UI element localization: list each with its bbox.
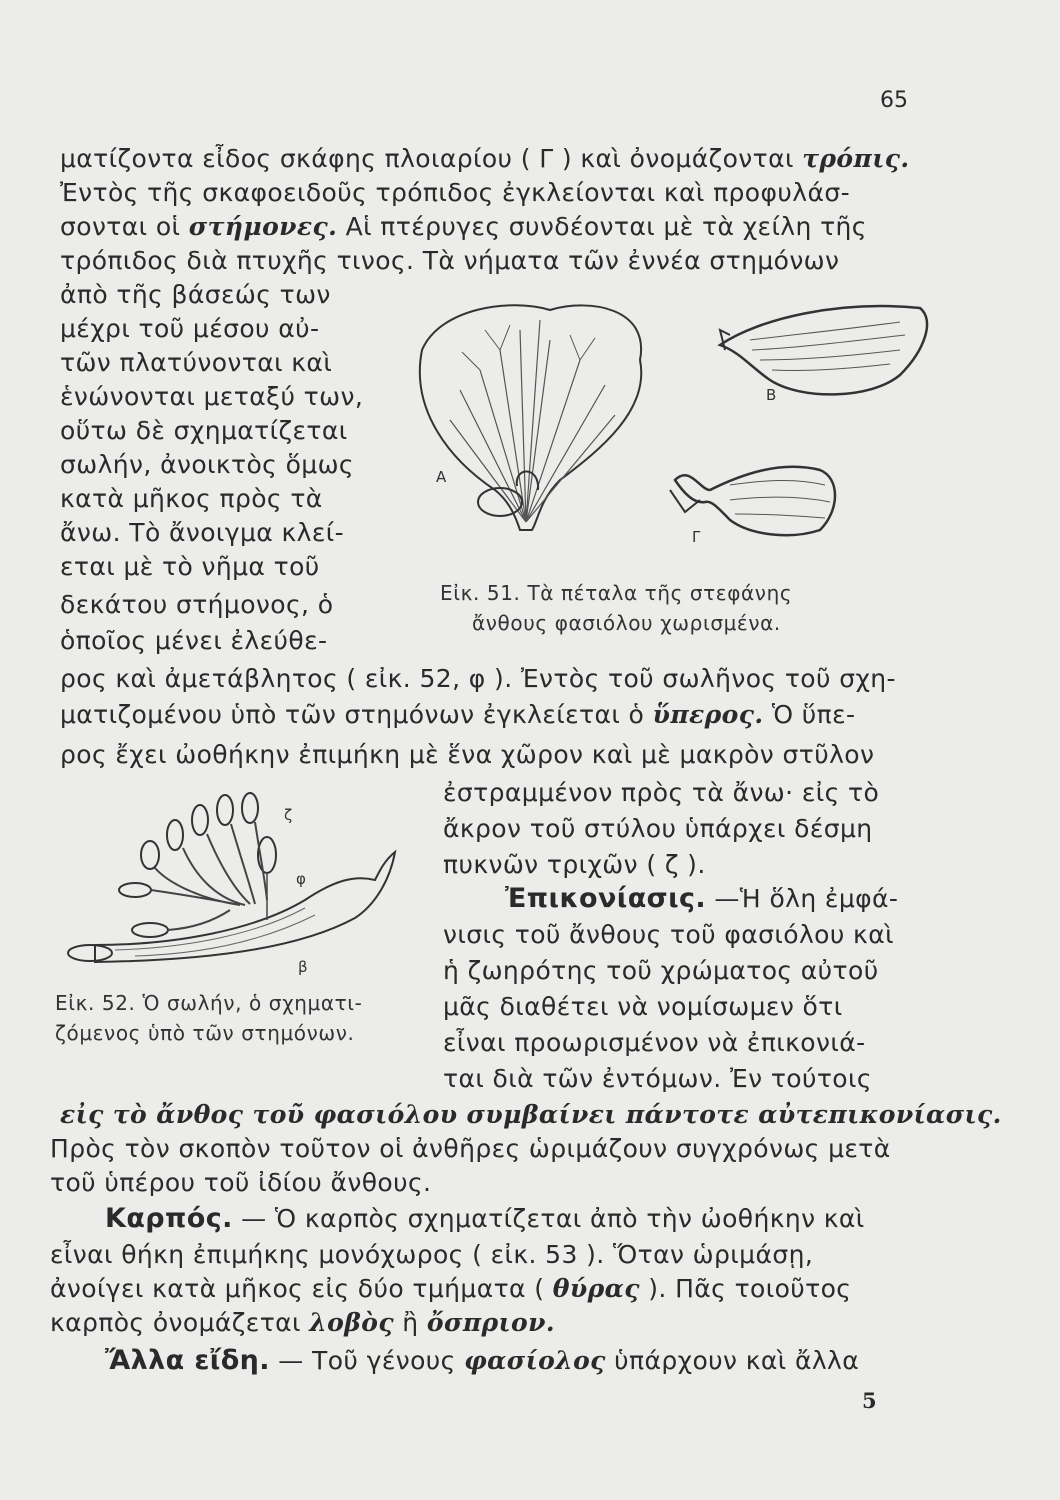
figure-51-petals: [400, 290, 960, 580]
text-line: τῶν πλατύνονται καὶ: [60, 348, 333, 377]
text-line: μέχρι τοῦ μέσου αὐ-: [60, 314, 320, 343]
figure-51-caption: Εἰκ. 51. Τὰ πέταλα τῆς στεφάνης: [440, 581, 793, 605]
figure-label-f: φ: [296, 870, 306, 888]
text-line: ἡ ζωηρότης τοῦ χρώματος αὐτοῦ: [443, 956, 879, 985]
term-stamens: στήμονες.: [188, 212, 338, 241]
term-pistil: ὕπερος.: [652, 700, 764, 729]
text-line: Ἐπικονίασις. —Ἡ ὅλη ἐμφά-: [505, 883, 899, 914]
figure-51-caption-cont: ἄνθους φασιόλου χωρισμένα.: [472, 611, 781, 635]
text-line: σωλήν, ἀνοικτὸς ὅμως: [60, 450, 354, 479]
text-line: ἄνω. Τὸ ἄνοιγμα κλεί-: [60, 518, 345, 547]
text-line: νισις τοῦ ἄνθους τοῦ φασιόλου καὶ: [443, 920, 894, 949]
term-valves: θύρας: [552, 1274, 640, 1303]
text-line: ὁποῖος μένει ἐλεύθε-: [60, 626, 328, 655]
figure-label-b: B: [766, 386, 777, 404]
section-heading-other-species: Ἄλλα εἴδη.: [105, 1345, 270, 1376]
text-line: ἀπὸ τῆς βάσεώς των: [60, 280, 331, 309]
text-line: καρπὸς ὀνομάζεται λοβὸς ἢ ὄσπριον.: [50, 1308, 555, 1337]
figure-52-stamen-tube: [55, 780, 435, 990]
text-line: [60, 1100, 1002, 1130]
text-line: εἶναι θήκη ἐπιμήκης μονόχωρος ( εἰκ. 53 ). Ὅταν ὡριμάσῃ,: [50, 1240, 814, 1269]
text-line: ματιζομένου ὑπὸ τῶν στημόνων ἐγκλείεται ὁ ὕπερος. Ὁ ὕπε-: [60, 700, 856, 729]
signature-mark: 5: [862, 1388, 877, 1413]
term-tropis: τρόπις.: [802, 144, 910, 173]
term-legume: ὄσπριον.: [426, 1308, 555, 1337]
text-line: ἄκρον τοῦ στύλου ὑπάρχει δέσμη: [443, 814, 873, 843]
figure-52-caption: Εἰκ. 52. Ὁ σωλήν, ὁ σχηματι-: [55, 991, 363, 1015]
page-number: 65: [880, 88, 908, 113]
text-line: ρος ἔχει ὠοθήκην ἐπιμήκη μὲ ἕνα χῶρον καὶ μὲ μακρὸν στῦλον: [60, 740, 875, 769]
text-line: τοῦ ὑπέρου τοῦ ἰδίου ἄνθους.: [50, 1168, 432, 1197]
text-line: ρος καὶ ἀμετάβλητος ( εἰκ. 52, φ ). Ἐντὸς τοῦ σωλῆνος τοῦ σχη-: [60, 664, 896, 693]
figure-52-caption-cont: ζόμενος ὑπὸ τῶν στημόνων.: [55, 1021, 355, 1045]
term-phaseolus: φασίολος: [464, 1346, 606, 1375]
text-line: τρόπιδος διὰ πτυχῆς τινος. Τὰ νήματα τῶν ἐννέα στημόνων: [60, 246, 840, 275]
text-line: εται μὲ τὸ νῆμα τοῦ: [60, 552, 320, 581]
text-line: πυκνῶν τριχῶν ( ζ ).: [443, 850, 706, 879]
section-heading-fruit: Καρπός.: [105, 1203, 233, 1234]
text-line: δεκάτου στήμονος, ὁ: [60, 590, 334, 619]
text-line: ἀνοίγει κατὰ μῆκος εἰς δύο τμήματα ( θύρας ). Πᾶς τοιοῦτος: [50, 1274, 852, 1303]
figure-label-g: Γ: [692, 528, 701, 546]
text-line: Ἐντὸς τῆς σκαφοειδοῦς τρόπιδος ἐγκλείονται καὶ προφυλάσ-: [60, 178, 850, 207]
figure-label-a: A: [436, 468, 447, 486]
text-line: κατὰ μῆκος πρὸς τὰ: [60, 484, 323, 513]
emphasis-self-pollination: εἰς τὸ ἄνθος τοῦ φασιόλου συμβαίνει πάντοτε αὐτεπικονίασις.: [60, 1100, 1002, 1129]
text-line: ἐστραμμένον πρὸς τὰ ἄνω· εἰς τὸ: [443, 778, 880, 807]
term-pod: λοβὸς: [309, 1308, 394, 1337]
figure-label-b2: β: [298, 958, 308, 976]
text-line: ἑνώνονται μεταξύ των,: [60, 382, 364, 411]
text-line: ματίζοντα εἶδος σκάφης πλοιαρίου ( Γ ) καὶ ὀνομάζονται τρόπις.: [60, 144, 910, 173]
text-line: ται διὰ τῶν ἐντόμων. Ἐν τούτοις: [443, 1064, 872, 1093]
text-line: οὕτω δὲ σχηματίζεται: [60, 416, 348, 445]
text-line: Ἄλλα εἴδη. — Τοῦ γένους φασίολος ὑπάρχουν καὶ ἄλλα: [105, 1345, 860, 1376]
text-line: Καρπός. — Ὁ καρπὸς σχηματίζεται ἀπὸ τὴν ὠοθήκην καὶ: [105, 1203, 865, 1234]
text-line: σονται οἱ στήμονες. Αἱ πτέρυγες συνδέονται μὲ τὰ χείλη τῆς: [60, 212, 867, 241]
text-line: Πρὸς τὸν σκοπὸν τοῦτον οἱ ἀνθῆρες ὡριμάζουν συγχρόνως μετὰ: [50, 1134, 891, 1163]
text-line: μᾶς διαθέτει νὰ νομίσωμεν ὅτι: [443, 992, 843, 1021]
text-line: εἶναι προωρισμένον νὰ ἐπικονιά-: [443, 1028, 866, 1057]
section-heading-pollination: Ἐπικονίασις.: [505, 883, 707, 914]
figure-label-z: ζ: [284, 806, 293, 824]
